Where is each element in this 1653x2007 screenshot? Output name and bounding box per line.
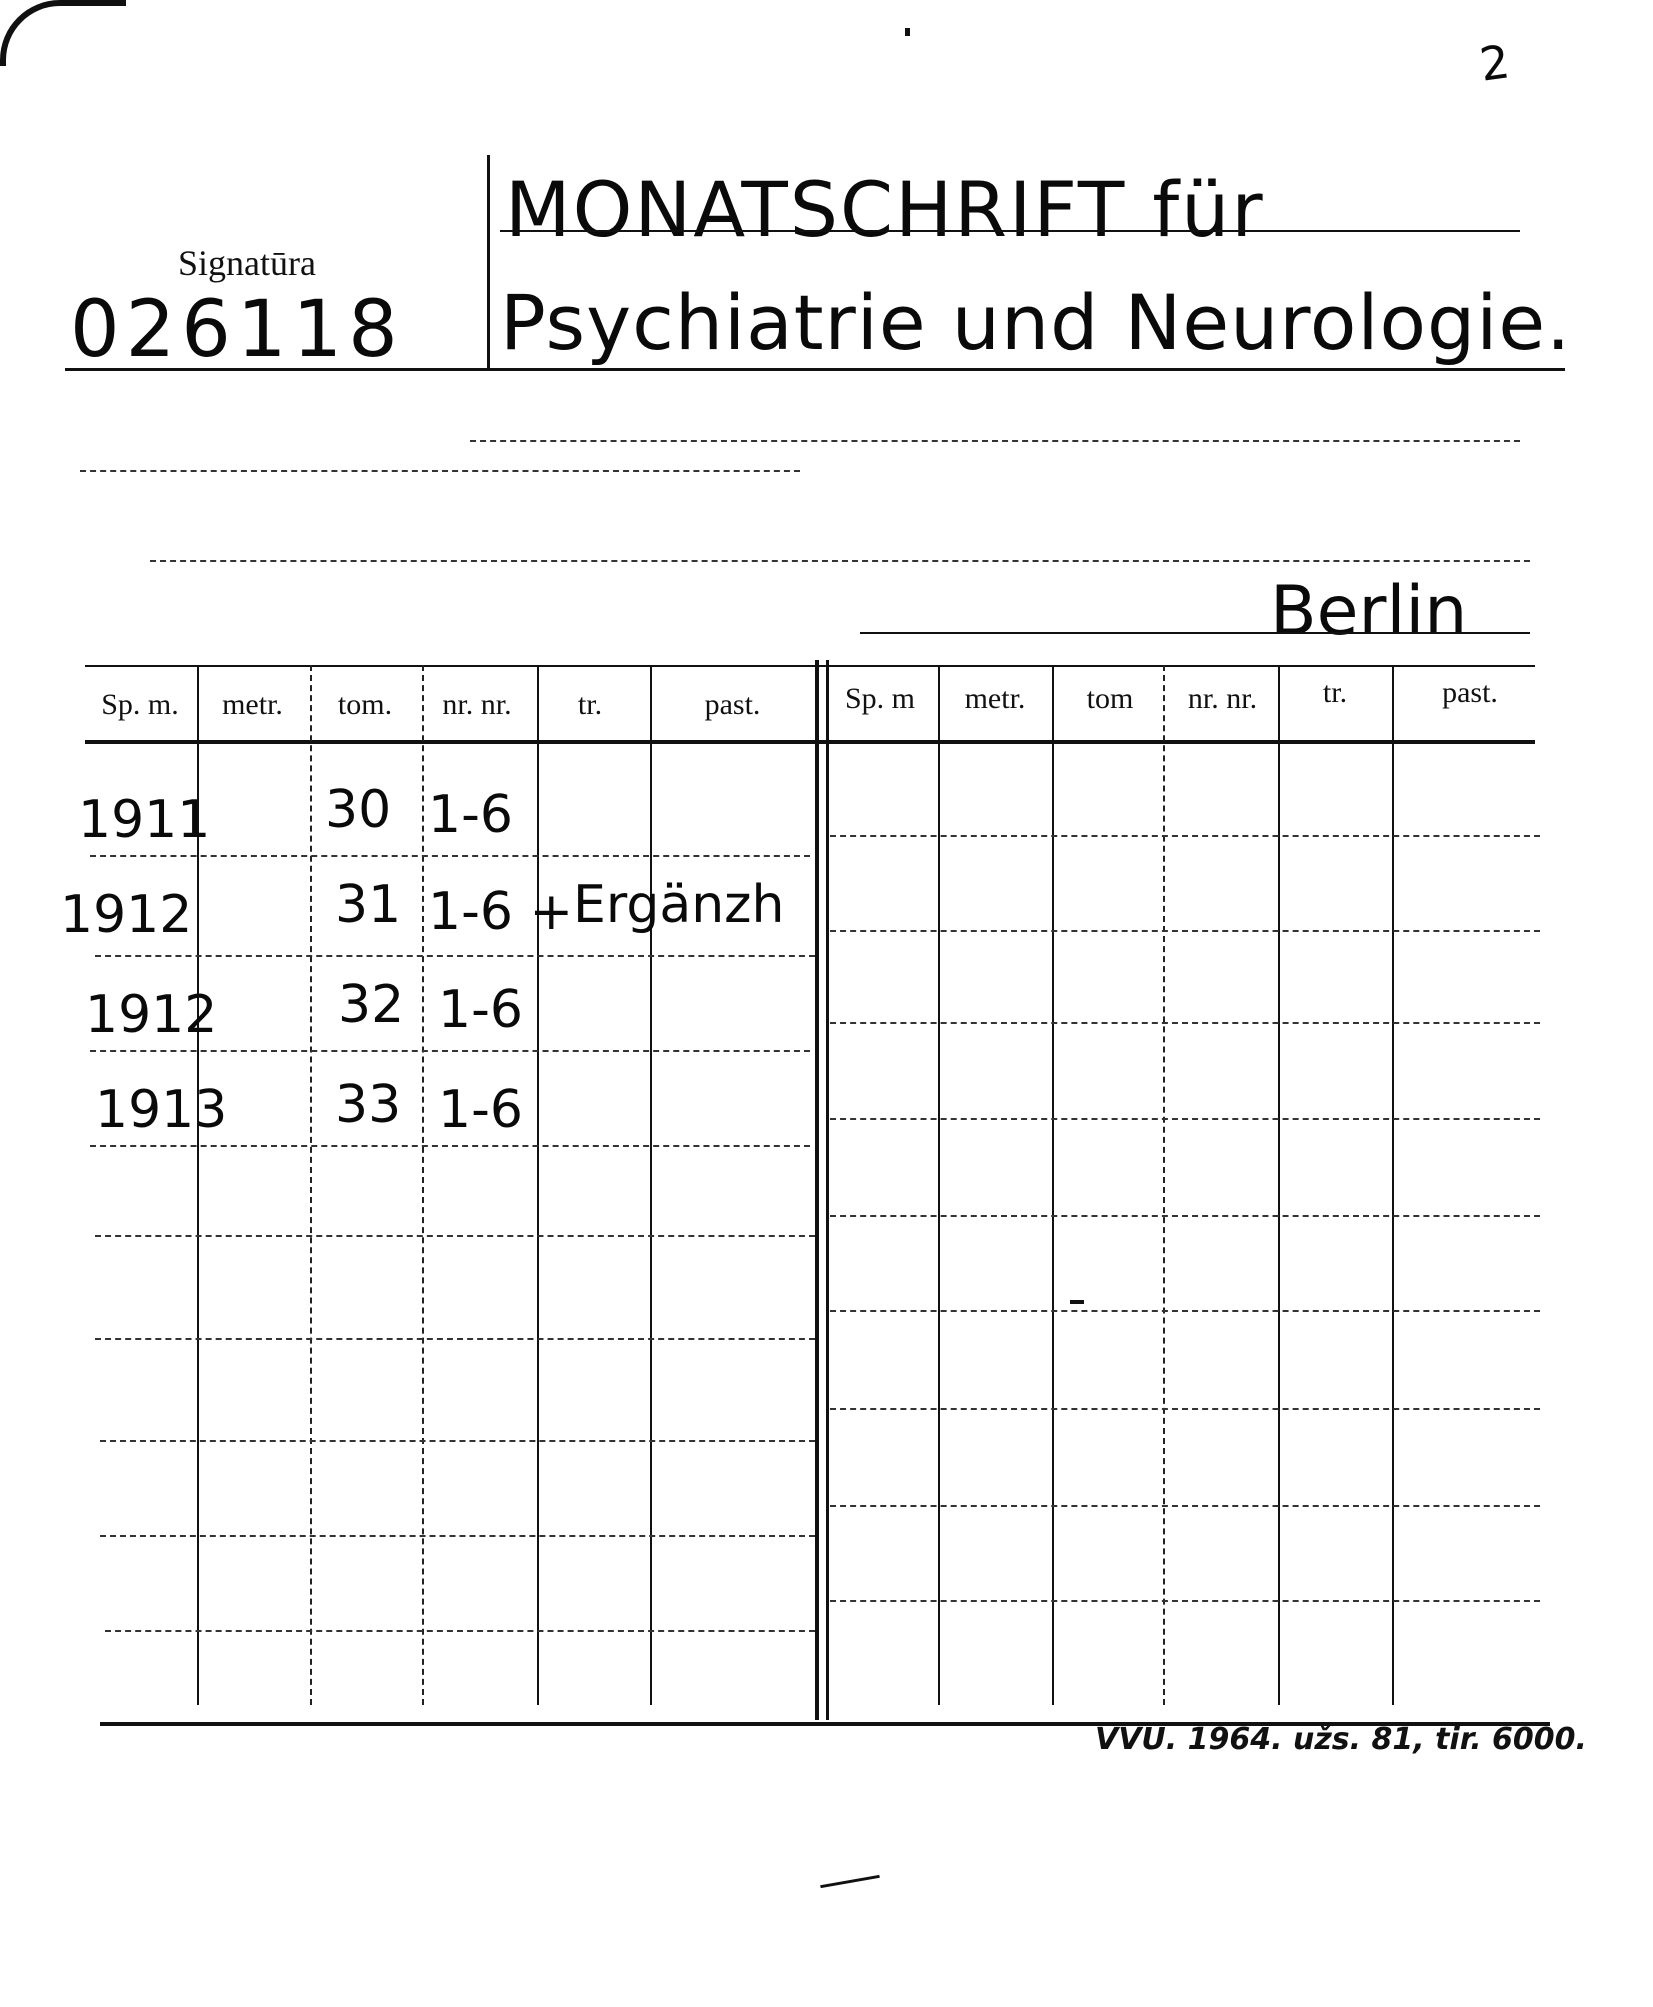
title-rule-2 [65,368,1565,371]
row-line-r3 [830,1022,1540,1024]
city-rule [860,632,1530,634]
row-line-r2 [830,930,1540,932]
header-metr-right: metr. [964,682,1026,715]
col-line-5 [650,665,652,1705]
col-line-4 [537,665,539,1705]
row-1-nr: 1-6 [428,785,513,845]
row-line-r6 [830,1310,1540,1312]
row-4-nr: 1-6 [438,1080,523,1140]
row-line-r9 [830,1600,1540,1602]
row-line-r1 [830,835,1540,837]
printer-imprint: VVU. 1964. užs. 81, tir. 6000. [1095,1722,1587,1757]
header-nr-left: nr. nr. [442,688,512,721]
title-line-1: MONATSCHRIFT für [505,165,1265,254]
row-3-tom: 32 [338,975,405,1035]
row-4-year: 1913 [95,1080,228,1140]
row-4-tom: 33 [335,1075,402,1135]
blank-line-1 [470,440,1520,442]
title-line-2: Psychiatrie und Neurologie. [500,278,1572,367]
header-metr-left: metr. [222,688,283,721]
col-line-8 [1052,665,1054,1705]
title-divider [487,155,490,370]
speck [820,1875,880,1888]
row-line-l4 [90,1145,810,1147]
table-header-rule [85,740,1535,744]
row-1-tom: 30 [325,780,392,840]
row-3-nr: 1-6 [438,980,523,1040]
row-1-year: 1911 [78,790,211,850]
city: Berlin [1270,572,1468,651]
header-tom-left: tom. [337,688,393,721]
row-line-l6 [95,1338,815,1340]
header-nr-right: nr. nr. [1187,682,1258,715]
card-corner [0,0,126,66]
header-tom-right: tom [1086,682,1134,715]
header-past-left: past. [704,688,761,721]
blank-line-3 [150,560,1530,562]
col-line-7 [938,665,940,1705]
row-line-r8 [830,1505,1540,1507]
signature-number: 026118 [70,285,404,375]
header-sp-m-right: Sp. m [844,682,916,715]
row-line-l2 [95,955,815,957]
header-sp-m-left: Sp. m. [101,688,179,721]
col-line-9 [1163,665,1165,1705]
row-2-tom: 31 [335,875,402,935]
row-3-year: 1912 [85,985,218,1045]
row-line-l9 [105,1630,815,1632]
row-line-l1 [90,855,810,857]
center-double-line-1 [815,660,819,1720]
row-line-l5 [95,1235,815,1237]
row-line-r5 [830,1215,1540,1217]
col-line-2 [310,665,312,1705]
row-line-r4 [830,1118,1540,1120]
row-2-year: 1912 [60,885,193,945]
speck [1070,1300,1084,1304]
title-rule-1 [500,230,1520,232]
col-line-3 [422,665,424,1705]
row-line-r7 [830,1408,1540,1410]
blank-line-2 [80,470,800,472]
header-past-right: past. [1442,676,1498,709]
speck [905,28,910,36]
col-line-11 [1392,665,1394,1705]
row-2-nr: 1-6 + [428,882,574,942]
header-tr-left: tr. [577,688,603,721]
row-line-l3 [90,1050,810,1052]
row-2-note: Ergänzh [573,875,785,935]
row-line-l8 [100,1535,815,1537]
page-number: 2 [1476,34,1513,92]
table-top-rule [85,665,1535,667]
col-line-10 [1278,665,1280,1705]
row-line-l7 [100,1440,815,1442]
signature-label: Signatūra [178,243,316,283]
center-double-line-2 [826,660,829,1720]
header-tr-right: tr. [1322,676,1348,709]
